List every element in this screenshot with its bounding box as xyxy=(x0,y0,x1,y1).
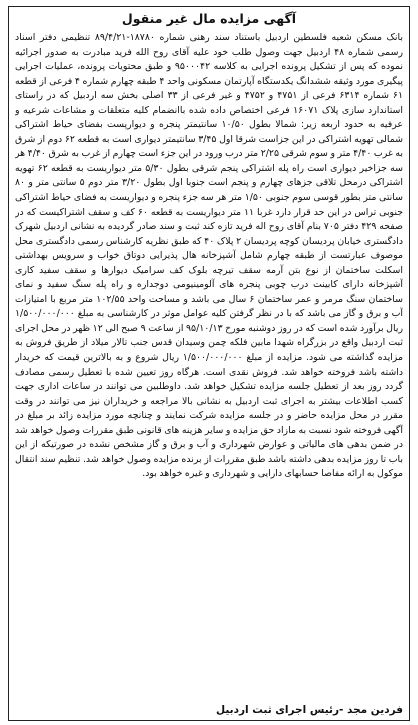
notice-signature: فردین مجد -رئیس اجرای ثبت اردبیل xyxy=(216,704,403,716)
notice-title: آگهی مزایده مال غیر منقول xyxy=(121,11,297,26)
notice-frame xyxy=(8,6,410,721)
notice-body: بانک مسکن شعبه فلسطین اردبیل باستناد سند رهنی شماره ۱۸۷۸۰-۸۹/۴/۲۱ تنظیمی دفتر اسناد رسمی شماره ۴۸ اردبیل جهت وصول طلب خود علیه آقای روح الله فرید مبادرت به صدور اجرائیه نموده که پس از تشکیل پرونده اجرایی به کلاسه ۹۵۰۰۰۴۲ و طبق محتویات پرونده، عملیات اجرایی پیگیری مورد وثیقه ششدانگ یکدستگاه آپارتمان مسکونی واحد ۴ طبقه چهارم شماره ۴ فرعی از قطعه ۶۱ شماره ۶۳۱۴ فرعی از ۴۷۵۱ و ۴۷۵۲ و غیر فرعی از ۳۳ اصلی بخش سه اردبیل که در راستای استاندارد سازی پلاک ۱۶۰۷۱ فرعی اختصاص داده شده باانضمام کلیه متعلقات و مشاعات شرعیه و عرفیه به حدود اربعه زیر: شمالا بطول ۱۰/۵۰ سانتیمتر پنجره و دیوارپست بفضای حیاط اشتراکی شمالی تهویه اشتراکی در این جزاست شرقا اول ۳/۴۵ سانتیمتر دیواری است به قطعه ۶۲ دوم از شرق به غرب ۴/۴۰ متر و سوم شرقی ۲/۲۵ متر درب ورود در این جزء است چهارم از غرب به شرق ۴/۴۰ هر سه جزاخیر دیواری است راه پله اشتراکی پنجم شرقی بطول ۵/۳۰ متر دیواریست به قطعه ۶۲ تهویه اشتراکی درمحل تلاقی جزهای چهارم و پنجم است جنوبا اول بطول ۳/۲۰ متر دوم ۵ سانتی متر و ۸۰ سانتی متر بطور قوسی سوم جنوبی ۱/۵۰ متر هر سه جزء پنجره و دیواریست به فضای حیاط اشتراکی جنوبی تراس در این حد قرار دارد غربا ۱۱ متر دیواریست به قطعه ۶۰ کف و سقف اشتراکیست که در صفحه ۴۲۹ دفتر ۷۰۵ بنام آقای روح اله فرید تازه کند ثبت و سند صادر گردیده به نشانی اردبیل شهرک دادگستری خیابان پردیسان کوچه پردیسان ۲ پلاک ۴۰ که طبق نظریه کارشناس رسمی دادگستری محل موصوف عبارتست از طبقه چهارم شامل آشپزخانه هال پذیرایی دوتاق خواب و سرویس بهداشتی اسکلت ساختمان از نوع بتن آرمه سقف تیرچه بلوک کف سرامیک دیوارها و سقف سفید کاری آشپزخانه دارای کابینت درب چوبی پنجره های آلومینیومی دوجداره و راه پله سنگ سفید و نمای ساختمان سنگ مرمر و عمر ساختمان ۶ سال می باشد و مساحت واحد ۱۰۲/۵۵ متر مربع با امتیازات آب و برق و گاز می باشد که با در نظر گرفتن کلیه عوامل موثر در کارشناسی به مبلغ ۱/۵۰۰/۰۰۰/۰۰۰ ریال برآورد شده است که در روز دوشنبه مورخ ۹۵/۱۰/۱۳ از ساعت ۹ صبح الی ۱۲ ظهر در محل اجرای ثبت اردبیل واقع در بزرگراه شهدا مابین فلکه چمن وسیدان قدس جنب تالار میلاد از طریق فروش به مزایده گذاشته می شود. مزایده از مبلغ ۱/۵۰۰/۰۰۰/۰۰۰ ریال شروع و به بالاترین قیمت که خریدار داشته باشد فروخته خواهد شد. فروش نقدی است. هرگاه روز تعیین شده با تعطیل رسمی مصادف گردد روز بعد از تعطیل جلسه مزایده تشکیل خواهد شد. داوطلبین می توانند در ساعات اداری جهت کسب اطلاعات بیشتر به اجرای ثبت اردبیل به نشانی بالا مراجعه و خریداران نیز می توانند در وقت مقرر در محل مزایده حاضر و در جلسه مزایده شرکت نمایند و چنانچه مورد مزایده زائد بر مبلغ در آگهی فروخته شود نسبت به مازاد حق مزایده و سایر هزینه های قانونی طبق مقررات وصول خواهد شد در ضمن بدهی های مالیاتی و عوارض شهرداری و آب و برق و گاز مشخص نشده در صورتیکه از این باب تا روز مزایده بدهی داشته باشد طبق مقررات از برنده مزایده وصول خواهد شد. تنظیم سند انتقال موکول به ارائه مفاصا حسابهای دارایی و شهرداری و غیره خواهد بود. xyxy=(15,32,403,480)
